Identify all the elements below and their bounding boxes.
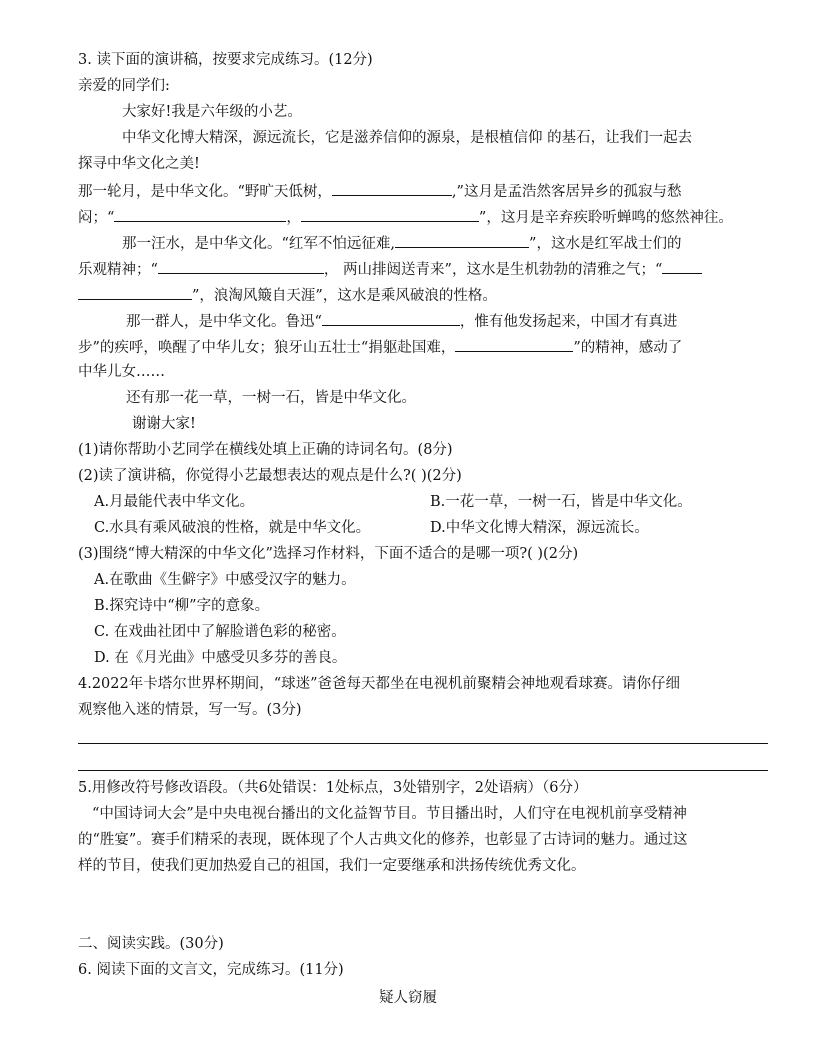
people-text: ”的精神，感动了 <box>573 340 683 356</box>
water-text: 乐观精神；“ <box>78 262 158 278</box>
option-b[interactable]: B.探究诗中“柳”字的意象。 <box>94 598 270 614</box>
water-line <box>122 232 681 254</box>
answer-blank[interactable] <box>322 310 460 326</box>
writing-line[interactable] <box>78 770 768 771</box>
q5-paragraph: 的“胜宴”。赛手们精采的表现，既体现了个人古典文化的修养，也彰显了古诗词的魅力。通过这 <box>78 832 688 848</box>
thanks-line: 谢谢大家! <box>132 416 196 432</box>
answer-blank[interactable] <box>662 258 702 274</box>
option-d[interactable]: D. 在《月光曲》中感受贝多芬的善良。 <box>94 650 347 666</box>
moon-text: ”，这月是辛弃疾聆听蝉鸣的悠然神往。 <box>478 210 733 226</box>
flower-line: 还有那一花一草，一树一石，皆是中华文化。 <box>126 390 416 406</box>
passage-title: 疑人窃履 <box>379 990 437 1006</box>
q4-prompt: 观察他入迷的情景，写一写。(3分) <box>78 702 302 718</box>
water-text: 那一汪水，是中华文化。“红军不怕远征难, <box>122 236 396 252</box>
answer-blank[interactable] <box>78 284 192 300</box>
option-c[interactable]: C. 在戏曲社团中了解脸谱色彩的秘密。 <box>94 624 346 640</box>
water-text: ”，浪淘风簸自天涯”，这水是乘风破浪的性格。 <box>192 288 497 304</box>
option-c[interactable]: C.水具有乘风破浪的性格，就是中华文化。 <box>94 520 371 536</box>
q4-prompt: 4.2022年卡塔尔世界杯期间，“球迷”爸爸每天都坐在电视机前聚精会神地观看球赛。请你仔细 <box>78 676 681 692</box>
sub-question-1: (1)请你帮助小艺同学在横线处填上正确的诗词名句。(8分) <box>78 442 453 458</box>
moon-text: ,”这月是孟浩然客居异乡的孤寂与愁 <box>451 184 682 200</box>
water-line <box>78 284 497 306</box>
answer-blank[interactable] <box>332 180 452 196</box>
water-text: ， 两山排闼送青来”，这水是生机勃勃的清雅之气；“ <box>323 262 663 278</box>
answer-blank[interactable] <box>301 206 479 222</box>
people-line <box>78 336 682 358</box>
greeting: 大家好!我是六年级的小艺。 <box>122 104 302 120</box>
sub-question-2: (2)读了演讲稿，你觉得小艺最想表达的观点是什么?( )(2分) <box>78 468 462 484</box>
salutation: 亲爱的同学们: <box>78 78 170 94</box>
intro-line: 中华文化博大精深，源远流长，它是滋养信仰的源泉，是根植信仰 的基石，让我们一起去 <box>122 130 693 146</box>
people-line <box>126 310 677 332</box>
water-text: ”，这水是红军战士们的 <box>529 236 682 252</box>
answer-blank[interactable] <box>114 206 286 222</box>
moon-text: 那一轮月，是中华文化。“野旷天低树， <box>78 184 332 200</box>
section-heading: 二、阅读实践。(30分) <box>78 936 224 952</box>
sub-question-3: (3)围绕“博大精深的中华文化”选择习作材料，下面不适合的是哪一项?( )(2分) <box>78 546 579 562</box>
q5-paragraph: 样的节目，使我们更加热爱自己的祖国，我们一定要继承和洪扬传统优秀文化。 <box>78 858 586 874</box>
answer-blank[interactable] <box>455 336 573 352</box>
option-d[interactable]: D.中华文化博大精深，源远流长。 <box>430 520 649 536</box>
people-text: ，惟有他发扬起来，中国才有真进 <box>459 314 678 330</box>
moon-text: 闷；“ <box>78 210 115 226</box>
moon-line <box>78 180 681 202</box>
option-b[interactable]: B.一花一草，一树一石，皆是中华文化。 <box>430 494 692 510</box>
people-text: 那一群人，是中华文化。鲁迅“ <box>126 314 322 330</box>
answer-blank[interactable] <box>158 258 324 274</box>
writing-line[interactable] <box>78 743 768 744</box>
moon-line <box>78 206 733 228</box>
intro-line: 探寻中华文化之美! <box>78 156 200 172</box>
option-a[interactable]: A.月最能代表中华文化。 <box>94 494 255 510</box>
option-a[interactable]: A.在歌曲《生僻字》中感受汉字的魅力。 <box>94 572 356 588</box>
q3-heading: 3. 读下面的演讲稿，按要求完成练习。(12分) <box>78 52 373 68</box>
q6-heading: 6. 阅读下面的文言文，完成练习。(11分) <box>78 962 344 978</box>
q5-paragraph: “中国诗词大会”是中央电视台播出的文化益智节目。节目播出时，人们守在电视机前享受精神 <box>92 806 687 822</box>
answer-blank[interactable] <box>395 232 529 248</box>
people-text: 步”的疾呼，唤醒了中华儿女；狼牙山五壮士“捐躯赴国难， <box>78 340 456 356</box>
moon-text: ， <box>286 210 301 226</box>
people-line: 中华儿女…… <box>78 364 165 380</box>
q5-heading: 5.用修改符号修改语段。（共6处错误：1处标点，3处错别字，2处语病）（6分） <box>78 780 588 796</box>
water-line <box>78 258 702 280</box>
